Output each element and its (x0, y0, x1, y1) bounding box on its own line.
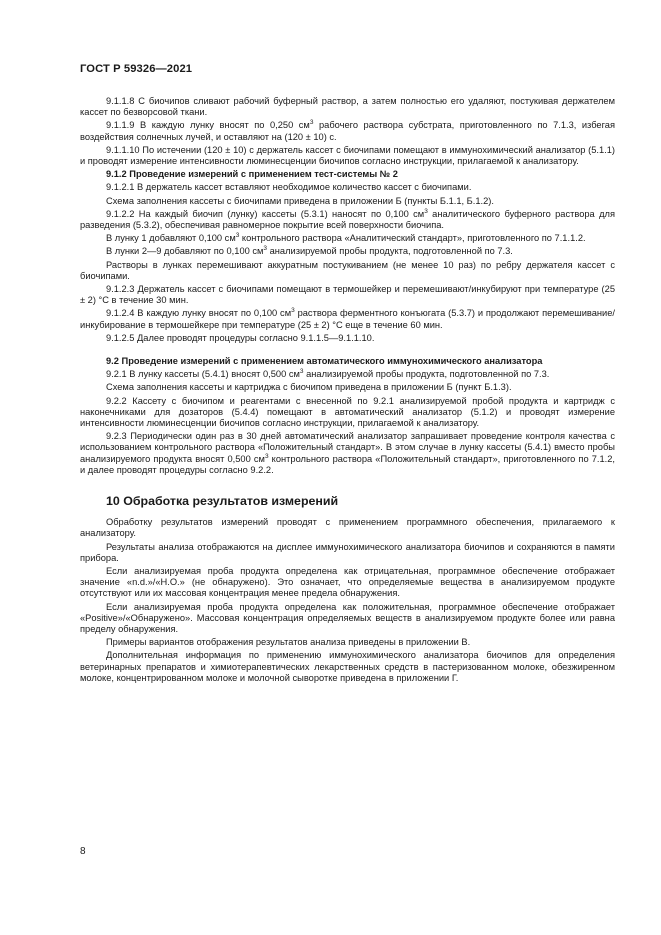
page-number: 8 (80, 846, 86, 857)
paragraph-p-mix: Растворы в лунках перемешивают аккуратным постукиванием (не менее 10 раз) по ребру держателя кассет с биочипами. (80, 259, 615, 281)
paragraph-p-10-5: Примеры вариантов отображения результатов анализа приведены в приложении В. (106, 637, 471, 648)
paragraph-p-10-3: Если анализируемая проба продукта определена как отрицательная, программное обеспечение отображает значение «n.d.»/«Н.О.» (не обнаружено). Это означает, что определяемые вещества в анализируемом продукте отсутствуют или их массовая концентрация менее предела обнаружения. (80, 565, 615, 599)
superscript: 3 (424, 207, 428, 215)
text-segment: анализируемой пробы продукта, подготовленной по 7.3. (303, 369, 550, 380)
heading-h-92: 9.2 Проведение измерений с применением автоматического иммунохимического анализатора (106, 356, 543, 367)
text-segment: 9.1.2.2 На каждый биочип (лунку) кассеты (5.3.1) наносят по 0,100 см (106, 208, 425, 219)
superscript: 3 (291, 307, 295, 315)
text-segment: 9.2.3 Периодически один раз в 30 дней автоматический анализатор запрашивает проведение контроля качества с использованием контрольного раствора «Положительный стандарт». В этом случае в лунку кассеты (5.4.1) вместо пробы анализируемого продукта вносят 0,500 см (80, 431, 615, 464)
paragraph-p-922: 9.2.2 Кассету с биочипом и реагентами с внесенной по 9.2.1 анализируемой пробой продукта и картридж с наконечниками для дозаторов (5.4.4) помещают в автоматический анализатор (5.1.2) и проводят измерение интенсивности люминесценции биочипов согласно инструкции, прилагаемой к анализатору. (80, 395, 615, 429)
text-segment: анализируемой пробы продукта, подготовленной по 7.3. (267, 246, 513, 257)
paragraph-p-scheme1: Схема заполнения кассеты с биочипами приведена в приложении Б (пункты Б.1.1, Б.1.2). (106, 195, 494, 206)
text-segment: контрольного раствора «Аналитический стандарт», приготовленного по 7.1.1.2. (239, 233, 586, 244)
superscript: 3 (264, 452, 269, 460)
paragraph-p-9123: 9.1.2.3 Держатель кассет с биочипами помещают в термошейкер и перемешивают/инкубируют при температуре (25 ± 2) °С в течение 30 мин. (80, 284, 615, 306)
paragraph-p-10-4: Если анализируемая проба продукта определена как положительная, программное обеспечение отображает «Positive»/«Обнаружено». Массовая концентрация определяемых веществ в анализируемом продукте более или равна пределу обнаружения. (80, 601, 615, 634)
document-body (80, 96, 615, 686)
text-segment: 9.1.1.9 В каждую лунку вносят по 0,250 см (106, 120, 310, 131)
text-segment: 9.2.1 В лунку кассеты (5.4.1) вносят 0,500 см (106, 369, 300, 380)
text-segment: раствора ферментного конъюгата (5.3.7) и продолжают перемешивание/инкубирование в термошейкере при температуре (25 ± 2) °С еще в течение 60 мин. (80, 308, 615, 330)
text-segment: контрольного раствора «Положительный стандарт», приготовленного по 7.1.2, и далее проводят процедуры согласно 9.2.2. (80, 453, 616, 475)
paragraph-p-10-2: Результаты анализа отображаются на дисплее иммунохимического анализатора биочипов и сохраняются в памяти прибора. (80, 541, 615, 563)
text-segment: рабочего раствора субстрата, приготовленного по 7.1.3, избегая воздействия солнечных лучей, и оставляют на (120 ± 10) с. (80, 120, 615, 142)
heading-h-912: 9.1.2 Проведение измерений с применением тест-системы № 2 (106, 169, 398, 180)
paragraph-p-wells29 (80, 246, 615, 257)
paragraph-p-scheme2: Схема заполнения кассеты и картриджа с биочипом приведена в приложении Б (пункт Б.1.3). (106, 382, 512, 393)
paragraph-p-91110: 9.1.1.10 По истечении (120 ± 10) с держатель кассет с биочипами помещают в иммунохимический анализатор (5.1.1) и проводят измерение интенсивности люминесценции биочипов согласно инструкции, прилагаемой к анализатору. (80, 144, 615, 167)
document-header: ГОСТ Р 59326—2021 (80, 63, 193, 75)
paragraph-p-10-6: Дополнительная информация по применению иммунохимического анализатора биочипов для определения ветеринарных препаратов и химиотерапевтических лекарственных средств в пастеризованном молоке, обезжиренном молоке, концентрированном молоке и молочной сыворотке приведена в приложении Г. (80, 650, 615, 683)
paragraph-p-921 (80, 369, 615, 380)
text-segment: аналитического буферного раствора для разведения (5.3.2), обеспечивая равномерное покрытие всей поверхности биочипа. (80, 208, 615, 231)
paragraph-p-9121: 9.1.2.1 В держатель кассет вставляют необходимое количество кассет с биочипами. (106, 182, 472, 193)
paragraph-p-9118: 9.1.1.8 С биочипов сливают рабочий буферный раствор, а затем полностью его удаляют, постукивая держателем кассет по безворсовой ткани. (80, 96, 615, 118)
superscript: 3 (235, 232, 240, 240)
heading-h-10: 10 Обработка результатов измерений (106, 494, 339, 509)
text-segment: 9.1.2.4 В каждую лунку вносят по 0,100 см (106, 308, 292, 319)
superscript: 3 (263, 245, 268, 253)
paragraph-p-9122 (80, 209, 615, 231)
paragraph-p-9124 (80, 308, 615, 330)
superscript: 3 (299, 368, 304, 376)
paragraph-p-9119 (80, 120, 615, 142)
paragraph-p-923 (80, 431, 615, 476)
paragraph-p-well1 (80, 233, 615, 244)
paragraph-p-9125: 9.1.2.5 Далее проводят процедуры согласно 9.1.1.5—9.1.1.10. (106, 332, 375, 343)
text-segment: В лунки 2—9 добавляют по 0,100 см (106, 246, 264, 257)
text-segment: В лунку 1 добавляют 0,100 см (106, 233, 236, 244)
paragraph-p-10-1: Обработку результатов измерений проводят с применением программного обеспечения, прилагаемого к анализатору. (80, 517, 615, 539)
superscript: 3 (309, 119, 314, 127)
